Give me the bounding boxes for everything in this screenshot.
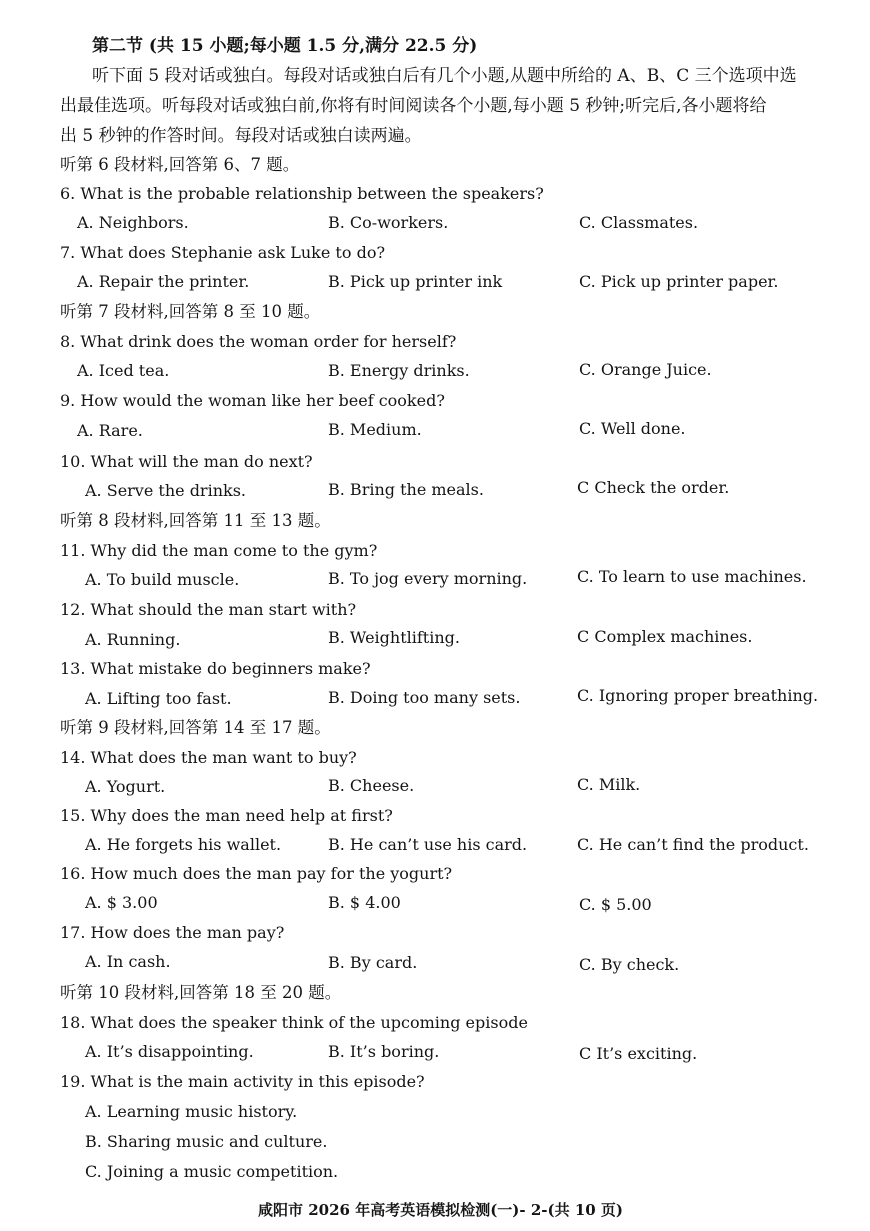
section-intro-line: 出 5 秒钟的作答时间。每段对话或独白读两遍。 — [60, 126, 422, 146]
option-c: C It’s exciting. — [579, 1044, 698, 1063]
option-a: A. $ 3.00 — [85, 893, 158, 912]
option-a: A. Neighbors. — [77, 213, 189, 232]
option-c: C. Orange Juice. — [579, 360, 712, 379]
question-stem: 17. How does the man pay? — [60, 923, 285, 942]
option-c: C. $ 5.00 — [579, 895, 652, 914]
question-stem: 12. What should the man start with? — [60, 600, 357, 619]
option-b: B. Medium. — [328, 420, 422, 439]
option-b: B. By card. — [328, 953, 418, 972]
option-b: B. Energy drinks. — [328, 361, 470, 380]
option-b: B. Weightlifting. — [328, 628, 460, 647]
option-a: A. To build muscle. — [85, 570, 240, 589]
option-a: A. Yogurt. — [85, 777, 166, 796]
question-stem: 10. What will the man do next? — [60, 452, 313, 471]
page-footer: 咸阳市 2026 年高考英语模拟检测(一)- 2-(共 10 页) — [258, 1201, 624, 1219]
option-a: A. In cash. — [85, 952, 171, 971]
option-c: C. Classmates. — [579, 213, 699, 232]
question-stem: 7. What does Stephanie ask Luke to do? — [60, 243, 386, 262]
section-intro-line: 出最佳选项。听每段对话或独白前,你将有时间阅读各个小题,每小题 5 秒钟;听完后,各小题将给 — [60, 96, 767, 116]
question-stem: 6. What is the probable relationship between the speakers? — [60, 184, 544, 203]
question-stem: 13. What mistake do beginners make? — [60, 659, 371, 678]
passage-header: 听第 9 段材料,回答第 14 至 17 题。 — [60, 718, 331, 737]
option-b: B. Co-workers. — [328, 213, 449, 232]
option-b: B. Bring the meals. — [328, 480, 484, 499]
section-title: 第二节 (共 15 小题;每小题 1.5 分,满分 22.5 分) — [92, 36, 478, 56]
option-c: C. Milk. — [577, 775, 641, 794]
option-c: C. He can’t find the product. — [577, 835, 809, 854]
option-c: C. Joining a music competition. — [85, 1162, 339, 1181]
question-stem: 11. Why did the man come to the gym? — [60, 541, 378, 560]
option-c: C. Well done. — [579, 419, 686, 438]
option-b: B. Pick up printer ink — [328, 272, 503, 291]
question-stem: 8. What drink does the woman order for herself? — [60, 332, 457, 351]
option-b: B. $ 4.00 — [328, 893, 401, 912]
option-c: C Check the order. — [577, 478, 730, 497]
section-intro-line: 听下面 5 段对话或独白。每段对话或独白后有几个小题,从题中所给的 A、B、C 三个选项中选 — [92, 66, 797, 86]
option-a: A. Lifting too fast. — [85, 689, 232, 708]
option-b: B. To jog every morning. — [328, 569, 528, 588]
question-stem: 16. How much does the man pay for the yogurt? — [60, 864, 453, 883]
option-a: A. It’s disappointing. — [85, 1042, 254, 1061]
question-stem: 9. How would the woman like her beef cooked? — [60, 391, 445, 410]
option-b: B. Sharing music and culture. — [85, 1132, 328, 1151]
passage-header: 听第 10 段材料,回答第 18 至 20 题。 — [60, 983, 342, 1002]
option-c: C. Pick up printer paper. — [579, 272, 779, 291]
question-stem: 18. What does the speaker think of the upcoming episode — [60, 1013, 528, 1032]
option-a: A. Iced tea. — [77, 361, 170, 380]
question-stem: 15. Why does the man need help at first? — [60, 806, 393, 825]
passage-header: 听第 8 段材料,回答第 11 至 13 题。 — [60, 511, 331, 530]
option-a: A. He forgets his wallet. — [85, 835, 282, 854]
option-a: A. Repair the printer. — [77, 272, 250, 291]
option-c: C Complex machines. — [577, 627, 753, 646]
option-b: B. Doing too many sets. — [328, 688, 521, 707]
option-b: B. He can’t use his card. — [328, 835, 528, 854]
question-stem: 14. What does the man want to buy? — [60, 748, 357, 767]
option-b: B. It’s boring. — [328, 1042, 440, 1061]
option-c: C. To learn to use machines. — [577, 567, 807, 586]
option-a: A. Serve the drinks. — [85, 481, 246, 500]
option-a: A. Rare. — [77, 421, 143, 440]
passage-header: 听第 7 段材料,回答第 8 至 10 题。 — [60, 302, 321, 321]
passage-header: 听第 6 段材料,回答第 6、7 题。 — [60, 155, 300, 174]
option-a: A. Running. — [85, 630, 181, 649]
option-c: C. By check. — [579, 955, 680, 974]
option-c: C. Ignoring proper breathing. — [577, 686, 819, 705]
option-b: B. Cheese. — [328, 776, 415, 795]
option-a: A. Learning music history. — [85, 1102, 298, 1121]
question-stem: 19. What is the main activity in this episode? — [60, 1072, 425, 1091]
